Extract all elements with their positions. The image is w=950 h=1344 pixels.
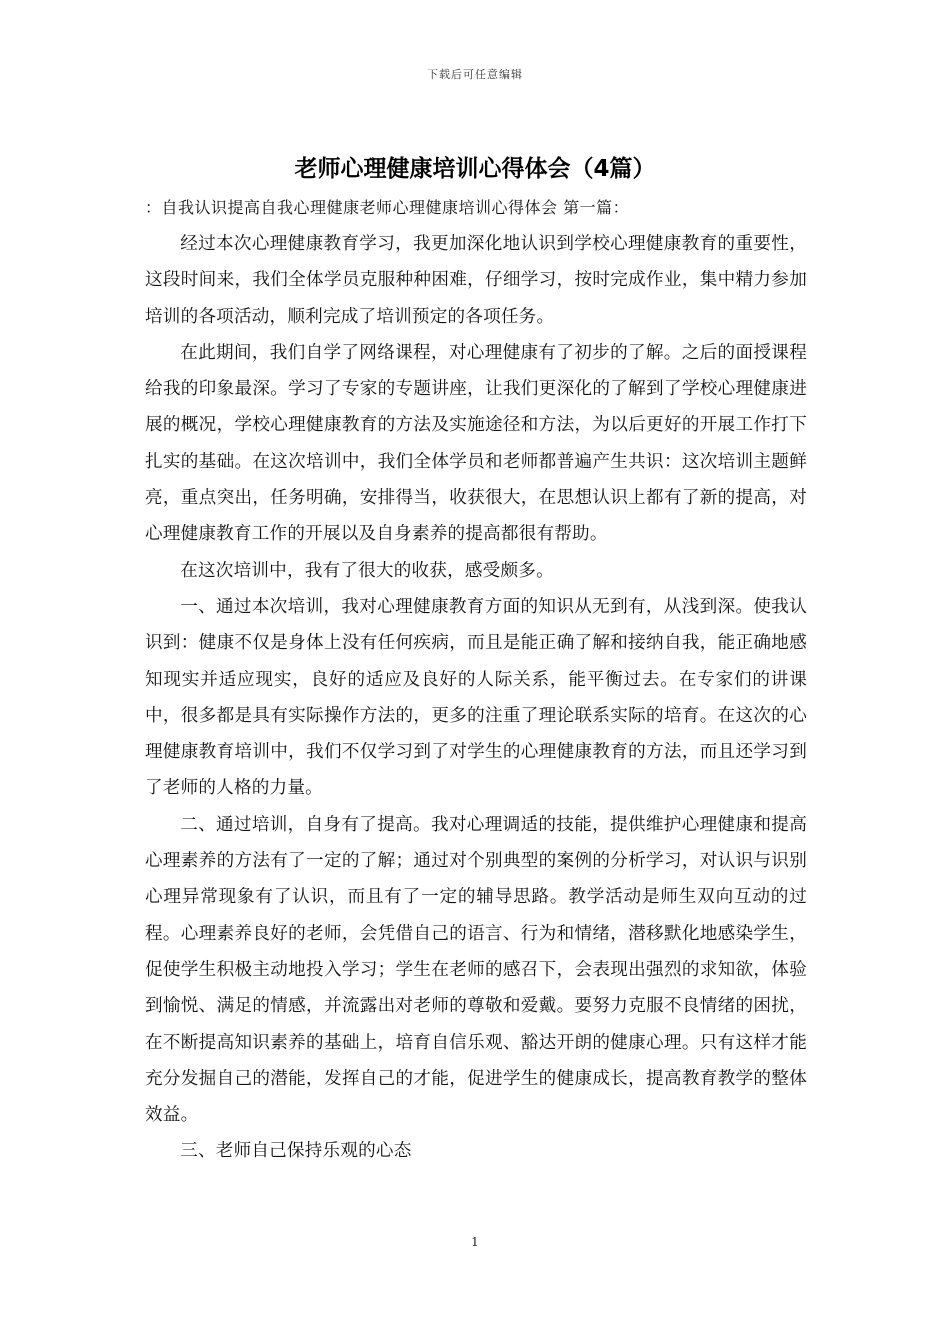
paragraph-5: 二、通过培训，自身有了提高。我对心理调适的技能，提供维护心理健康和提高心理素养的方法有了一定的了解；通过对个别典型的案例的分析学习，对认识与识别心理异常现象有了认识，而且有了一定的辅导思路。教学活动是师生双向互动的过程。心理素养良好的老师，会凭借自己的语言、行为和情绪，潜移默化地感染学生，促使学生积极主动地投入学习；学生在老师的感召下，会表现出强烈的求知欲，体验到愉悦、满足的情感，并流露出对老师的尊敬和爱戴。要努力克服不良情绪的困扰，在不断提高知识素养的基础上，培育自信乐观、豁达开朗的健康心理。只有这样才能充分发掘自己的潜能，发挥自己的才能，促进学生的健康成长，提高教育教学的整体效益。 [145,814,807,1126]
document-subtitle: ：自我认识提高自我心理健康老师心理健康培训心得体会 第一篇： [145,198,630,217]
document-body [145,196,807,1170]
page-header: 下载后可任意编辑 [427,68,523,81]
paragraph-6: 三、老师自己保持乐观的心态 [180,1141,412,1162]
paragraph-3: 在这次培训中，我有了很大的收获，感受颇多。 [180,560,554,581]
paragraph-4: 一、通过本次培训，我对心理健康教育方面的知识从无到有，从浅到深。使我认识到：健康不仅是身体上没有任何疾病，而且是能正确了解和接纳自我，能正确地感知现实并适应现实，良好的适应及良好的人际关系，能平衡过去。在专家们的讲课中，很多都是具有实际操作方法的，更多的注重了理论联系实际的培育。在这次的心理健康教育培训中，我们不仅学习到了对学生的心理健康教育的方法，而且还学习到了老师的人格的力量。 [145,596,807,799]
page-number: 1 [471,1235,479,1249]
document-title: 老师心理健康培训心得体会（4篇） [294,156,656,182]
paragraph-1: 经过本次心理健康教育学习，我更加深化地认识到学校心理健康教育的重要性，这段时间来，我们全体学员克服种种困难，仔细学习，按时完成作业，集中精力参加培训的各项活动，顺利完成了培训预定的各项任务。 [145,234,807,327]
paragraph-2: 在此期间，我们自学了网络课程，对心理健康有了初步的了解。之后的面授课程给我的印象最深。学习了专家的专题讲座，让我们更深化的了解到了学校心理健康进展的概况，学校心理健康教育的方法及实施途径和方法，为以后更好的开展工作打下扎实的基础。在这次培训中，我们全体学员和老师都普遍产生共识：这次培训主题鲜亮，重点突出，任务明确，安排得当，收获很大，在思想认识上都有了新的提高，对心理健康教育工作的开展以及自身素养的提高都很有帮助。 [145,342,807,545]
